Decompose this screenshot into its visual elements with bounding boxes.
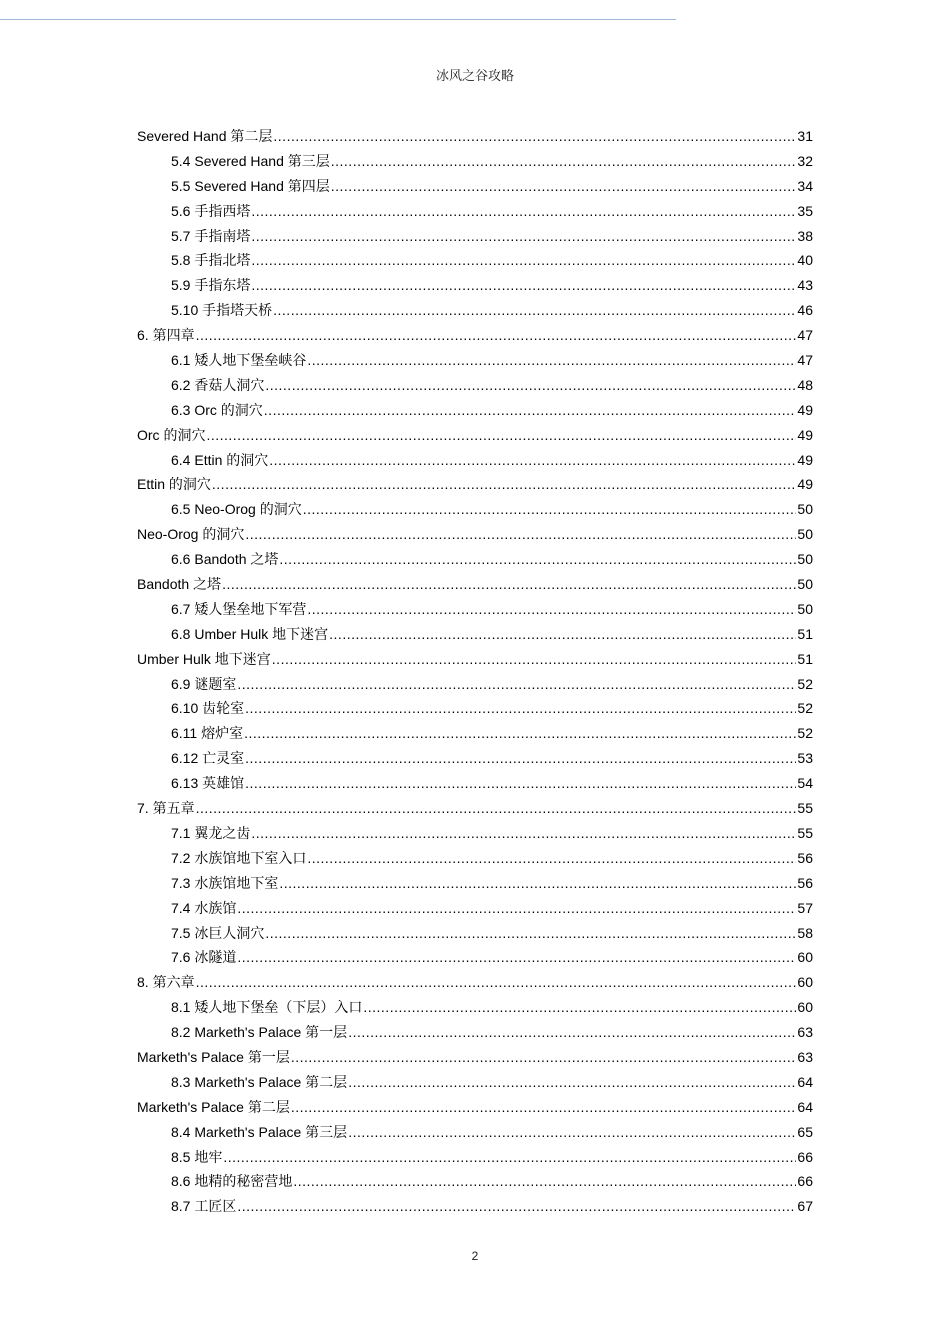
toc-dot-leader: [265, 373, 796, 398]
toc-dot-leader: [251, 199, 796, 224]
toc-entry[interactable]: [137, 273, 813, 298]
toc-entry-page: 60: [797, 949, 813, 966]
toc-entry-page: 55: [797, 824, 813, 841]
toc-entry-page: 53: [797, 750, 813, 767]
toc-dot-leader: [251, 821, 796, 846]
toc-entry[interactable]: [137, 1070, 813, 1095]
toc-entry-label: Marketh's Palace 第一层: [137, 1048, 290, 1065]
toc-dot-leader: [237, 896, 796, 921]
toc-dot-leader: [245, 522, 796, 547]
toc-entry-label: 6.9 谜题室: [171, 675, 237, 692]
toc-entry-page: 67: [797, 1198, 813, 1215]
toc-dot-leader: [307, 846, 796, 871]
toc-entry-label: Bandoth 之塔: [137, 576, 222, 593]
toc-entry-page: 49: [797, 426, 813, 443]
toc-entry-page: 51: [797, 650, 813, 667]
toc-entry-page: 63: [797, 1024, 813, 1041]
toc-dot-leader: [279, 871, 796, 896]
toc-entry-page: 56: [797, 874, 813, 891]
toc-entry[interactable]: [137, 1120, 813, 1145]
toc-entry-label: 6.6 Bandoth 之塔: [171, 551, 279, 568]
toc-entry-label: 5.10 手指塔天桥: [171, 302, 273, 319]
toc-entry[interactable]: [137, 423, 813, 448]
toc-entry[interactable]: [137, 622, 813, 647]
toc-dot-leader: [251, 224, 796, 249]
toc-entry-page: 47: [797, 327, 813, 344]
toc-entry-page: 52: [797, 700, 813, 717]
toc-entry-label: 8.1 矮人地下堡垒（下层）入口: [171, 999, 363, 1016]
toc-entry[interactable]: [137, 970, 813, 995]
toc-entry-label: 6.12 亡灵室: [171, 750, 245, 767]
toc-entry[interactable]: [137, 672, 813, 697]
toc-dot-leader: [291, 1045, 797, 1070]
toc-entry-page: 40: [797, 252, 813, 269]
toc-entry-page: 64: [797, 1098, 813, 1115]
toc-dot-leader: [348, 1020, 796, 1045]
toc-entry-label: 8.3 Marketh's Palace 第二层: [171, 1073, 348, 1090]
toc-dot-leader: [348, 1070, 796, 1095]
toc-dot-leader: [273, 124, 796, 149]
toc-entry[interactable]: [137, 373, 813, 398]
toc-entry[interactable]: [137, 696, 813, 721]
toc-entry-page: 34: [797, 177, 813, 194]
toc-dot-leader: [307, 597, 796, 622]
toc-entry-label: 7.6 冰隧道: [171, 949, 237, 966]
toc-entry[interactable]: [137, 871, 813, 896]
toc-entry[interactable]: [137, 124, 813, 149]
toc-dot-leader: [206, 423, 796, 448]
toc-dot-leader: [237, 672, 796, 697]
toc-dot-leader: [264, 398, 797, 423]
page-number: 2: [471, 1249, 479, 1263]
toc-entry-page: 50: [797, 576, 813, 593]
toc-dot-leader: [269, 448, 796, 473]
toc-dot-leader: [237, 945, 796, 970]
toc-entry-label: Ettin 的洞穴: [137, 476, 211, 493]
toc-entry[interactable]: [137, 149, 813, 174]
toc-dot-leader: [245, 771, 796, 796]
toc-entry[interactable]: [137, 1020, 813, 1045]
toc-entry[interactable]: [137, 821, 813, 846]
toc-entry-page: 46: [797, 302, 813, 319]
toc-entry-label: Neo-Orog 的洞穴: [137, 526, 245, 543]
toc-entry-label: 8.4 Marketh's Palace 第三层: [171, 1123, 348, 1140]
toc-entry-label: Umber Hulk 地下迷宫: [137, 650, 271, 667]
toc-dot-leader: [196, 323, 797, 348]
toc-entry-page: 51: [797, 625, 813, 642]
toc-entry-page: 49: [797, 451, 813, 468]
toc-entry-label: 8. 第六章: [137, 974, 195, 991]
toc-dot-leader: [223, 1145, 796, 1170]
toc-entry-label: 6.5 Neo-Orog 的洞穴: [171, 501, 302, 518]
toc-entry[interactable]: [137, 597, 813, 622]
toc-dot-leader: [348, 1120, 796, 1145]
toc-entry[interactable]: [137, 846, 813, 871]
toc-entry[interactable]: [137, 547, 813, 572]
toc-entry-label: 7.5 冰巨人洞穴: [171, 924, 265, 941]
toc-entry-label: 8.2 Marketh's Palace 第一层: [171, 1024, 348, 1041]
toc-entry[interactable]: [137, 224, 813, 249]
toc-entry-page: 54: [797, 775, 813, 792]
toc-entry[interactable]: [137, 796, 813, 821]
toc-entry[interactable]: [137, 896, 813, 921]
toc-entry-label: 7.4 水族馆: [171, 899, 237, 916]
toc-dot-leader: [245, 746, 796, 771]
toc-entry-page: 32: [797, 152, 813, 169]
toc-dot-leader: [222, 572, 796, 597]
toc-dot-leader: [307, 348, 796, 373]
toc-entry[interactable]: [137, 1145, 813, 1170]
toc-entry-label: 6.2 香菇人洞穴: [171, 376, 265, 393]
toc-entry-page: 35: [797, 202, 813, 219]
toc-entry[interactable]: [137, 771, 813, 796]
toc-entry[interactable]: [137, 1194, 813, 1219]
toc-entry-page: 64: [797, 1073, 813, 1090]
toc-dot-leader: [237, 1194, 796, 1219]
toc-entry-page: 60: [797, 974, 813, 991]
toc-entry-page: 57: [797, 899, 813, 916]
toc-entry[interactable]: [137, 522, 813, 547]
toc-dot-leader: [293, 1169, 796, 1194]
toc-entry-label: 5.7 手指南塔: [171, 227, 251, 244]
toc-entry-label: 7.2 水族馆地下室入口: [171, 849, 307, 866]
toc-entry[interactable]: [137, 1095, 813, 1120]
toc-entry[interactable]: [137, 348, 813, 373]
toc-entry-label: 7.3 水族馆地下室: [171, 874, 279, 891]
toc-dot-leader: [196, 796, 797, 821]
toc-entry[interactable]: [137, 398, 813, 423]
toc-entry-label: 8.6 地精的秘密营地: [171, 1173, 293, 1190]
toc-dot-leader: [212, 472, 797, 497]
toc-entry[interactable]: [137, 472, 813, 497]
toc-entry[interactable]: [137, 572, 813, 597]
toc-dot-leader: [303, 497, 797, 522]
toc-entry[interactable]: [137, 945, 813, 970]
toc-entry[interactable]: [137, 921, 813, 946]
toc-entry-page: 56: [797, 849, 813, 866]
toc-entry-label: Severed Hand 第二层: [137, 128, 273, 144]
toc-dot-leader: [329, 622, 796, 647]
toc-dot-leader: [363, 995, 796, 1020]
toc-entry-label: Orc 的洞穴: [137, 426, 206, 443]
toc-entry-page: 52: [797, 725, 813, 742]
toc-entry[interactable]: [137, 448, 813, 473]
toc-entry[interactable]: [137, 298, 813, 323]
toc-entry[interactable]: [137, 323, 813, 348]
toc-dot-leader: [265, 921, 796, 946]
toc-entry-page: 58: [797, 924, 813, 941]
toc-entry-page: 55: [797, 800, 813, 817]
toc-entry-label: 5.9 手指东塔: [171, 277, 251, 294]
toc-dot-leader: [331, 149, 797, 174]
toc-entry-page: 60: [797, 999, 813, 1016]
toc-entry-label: 6.1 矮人地下堡垒峡谷: [171, 352, 307, 369]
toc-entry-label: 6.8 Umber Hulk 地下迷宫: [171, 625, 329, 642]
toc-entry[interactable]: [137, 248, 813, 273]
toc-entry-page: 49: [797, 401, 813, 418]
toc-entry-label: 8.5 地牢: [171, 1148, 223, 1165]
toc-entry-page: 50: [797, 501, 813, 518]
toc-entry-label: 6.13 英雄馆: [171, 775, 245, 792]
toc-entry-label: 8.7 工匠区: [171, 1198, 237, 1215]
toc-entry[interactable]: [137, 1045, 813, 1070]
toc-dot-leader: [251, 248, 796, 273]
toc-entry-label: 5.8 手指北塔: [171, 252, 251, 269]
toc-dot-leader: [279, 547, 796, 572]
toc-entry-page: 38: [797, 227, 813, 244]
toc-entry-label: 6.3 Orc 的洞穴: [171, 401, 263, 418]
toc-entry-label: 6.4 Ettin 的洞穴: [171, 451, 269, 468]
toc-entry-page: 66: [797, 1173, 813, 1190]
toc-entry[interactable]: [137, 995, 813, 1020]
toc-dot-leader: [251, 273, 796, 298]
toc-entry[interactable]: [137, 746, 813, 771]
toc-entry-page: 50: [797, 526, 813, 543]
toc-entry-label: 5.5 Severed Hand 第四层: [171, 177, 330, 194]
toc-entry-page: 66: [797, 1148, 813, 1165]
toc-dot-leader: [244, 721, 796, 746]
toc-dot-leader: [331, 174, 797, 199]
header-rule: [0, 19, 676, 20]
table-of-contents: [137, 124, 813, 1219]
toc-entry-page: 65: [797, 1123, 813, 1140]
toc-entry[interactable]: [137, 497, 813, 522]
toc-entry[interactable]: [137, 1169, 813, 1194]
toc-entry-page: 47: [797, 352, 813, 369]
toc-entry[interactable]: [137, 174, 813, 199]
toc-entry[interactable]: [137, 721, 813, 746]
toc-entry-label: 7.1 翼龙之齿: [171, 824, 251, 841]
toc-dot-leader: [272, 647, 797, 672]
toc-entry-page: 31: [797, 128, 813, 144]
page-header-title: 冰风之谷攻略: [435, 68, 514, 83]
toc-entry-label: 6.11 熔炉室: [171, 725, 244, 742]
toc-entry-page: 49: [797, 476, 813, 493]
toc-entry-page: 48: [797, 376, 813, 393]
toc-entry-label: 6.10 齿轮室: [171, 700, 245, 717]
toc-dot-leader: [196, 970, 797, 995]
toc-entry-page: 63: [797, 1048, 813, 1065]
toc-dot-leader: [291, 1095, 797, 1120]
toc-entry-label: 5.4 Severed Hand 第三层: [171, 152, 330, 169]
toc-dot-leader: [273, 298, 796, 323]
toc-entry-page: 43: [797, 277, 813, 294]
toc-entry-page: 52: [797, 675, 813, 692]
toc-entry-page: 50: [797, 551, 813, 568]
toc-entry[interactable]: [137, 199, 813, 224]
toc-entry-label: 5.6 手指西塔: [171, 202, 251, 219]
toc-entry-label: Marketh's Palace 第二层: [137, 1098, 290, 1115]
toc-entry-label: 6. 第四章: [137, 327, 195, 344]
toc-entry-label: 7. 第五章: [137, 800, 195, 817]
toc-entry-page: 50: [797, 600, 813, 617]
toc-entry-label: 6.7 矮人堡垒地下军营: [171, 600, 307, 617]
toc-dot-leader: [245, 696, 796, 721]
toc-entry[interactable]: [137, 647, 813, 672]
